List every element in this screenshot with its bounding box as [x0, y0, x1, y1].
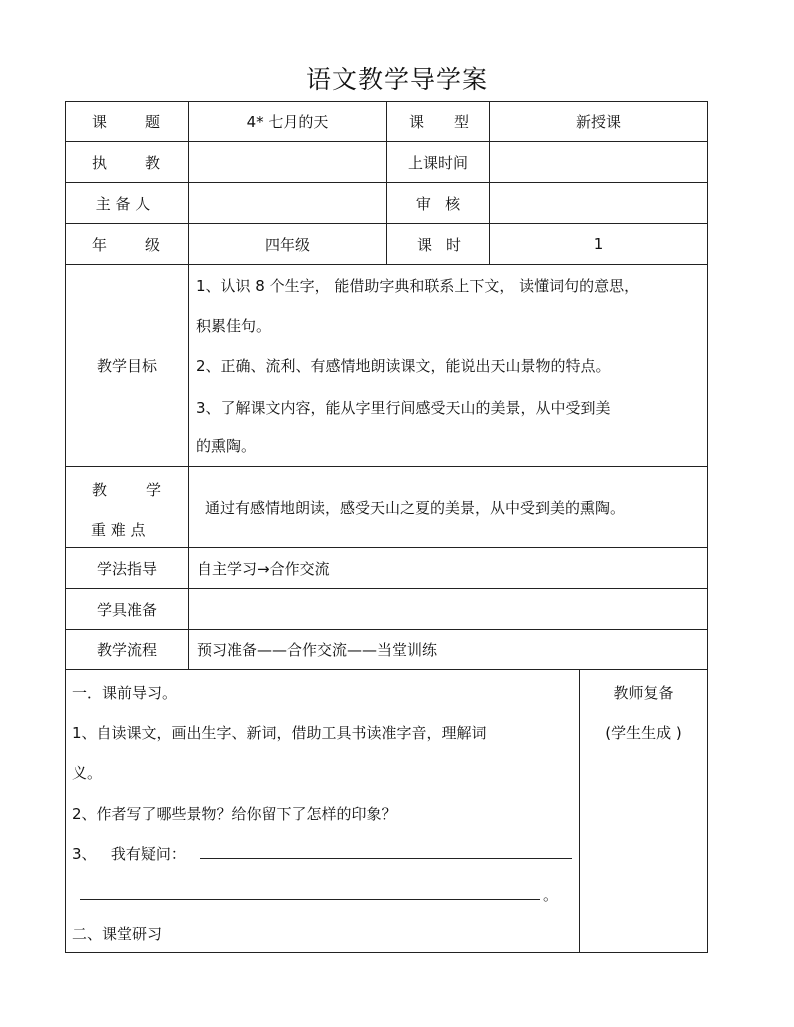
row-key-points [65, 467, 708, 548]
label-flow: 教学流程 [96, 641, 157, 659]
label-text: 教 [144, 153, 160, 172]
goal-line: 1、认识 8 个生字， 能借助字典和联系上下文， 读懂词句的意思， [196, 277, 640, 295]
value-tools [188, 589, 707, 629]
value-class-time [489, 142, 707, 182]
label-topic [66, 102, 188, 141]
value-preparer [188, 183, 386, 223]
line-end-mark: 。 [543, 886, 559, 904]
side-subtitle: (学生生成 ) [605, 724, 682, 742]
row-topic [65, 101, 708, 142]
label-text: 级 [144, 235, 160, 254]
value-teacher [188, 142, 386, 182]
label-text: 执 [92, 153, 108, 172]
row-method [65, 548, 708, 589]
value-topic: 4* 七月的天 [188, 102, 386, 141]
label-text: 时 [445, 235, 461, 254]
side-title: 教师复备 [613, 684, 674, 702]
label-text: 课 [417, 235, 433, 254]
label-method: 学法指导 [96, 559, 157, 578]
label-text: 型 [453, 113, 469, 131]
value-review [489, 183, 707, 223]
row-tools [65, 589, 708, 630]
value-method: 自主学习→合作交流 [188, 548, 707, 588]
lesson-plan-table [65, 101, 708, 953]
label-text: 年 [92, 235, 108, 254]
label-class-time: 上课时间 [386, 142, 489, 182]
question-line: 2、作者写了哪些景物？给你留下了怎样的印象？ [72, 805, 397, 823]
question-line: 义。 [72, 764, 103, 782]
label-type [386, 102, 489, 141]
label-text: 课 [409, 113, 425, 131]
label-text: 课 [92, 113, 108, 131]
answer-line [200, 858, 572, 859]
label-review: 审 核 [386, 183, 489, 223]
label-periods [386, 224, 489, 264]
label-key-points [66, 467, 188, 547]
label-text: 题 [144, 113, 160, 131]
label-goals: 教学目标 [96, 357, 157, 375]
label-grade [66, 224, 188, 264]
row-grade [65, 224, 708, 265]
label-teacher [66, 142, 188, 182]
row-goals [65, 265, 708, 467]
value-goals [188, 265, 707, 466]
label-tools: 学具准备 [96, 600, 157, 619]
value-key-points: 通过有感情地朗读，感受天山之夏的美景，从中受到美的熏陶。 [188, 467, 707, 547]
label-text: 重 难 点 [91, 521, 146, 539]
section-heading: 二、课堂研习 [72, 925, 163, 943]
row-body [65, 670, 708, 953]
goal-line: 的熏陶。 [196, 437, 257, 455]
label-preparer: 主 备 人 [95, 194, 151, 213]
goal-line: 积累佳句。 [196, 317, 272, 335]
goal-line: 3、了解课文内容，能从字里行间感受天山的美景，从中受到美 [196, 399, 611, 417]
row-teacher [65, 142, 708, 183]
question-line: 3、 我有疑问： [72, 845, 186, 863]
row-flow [65, 630, 708, 670]
label-text: 学 [146, 481, 162, 499]
answer-line [80, 899, 540, 900]
body-main [66, 670, 579, 952]
section-heading: 一．课前导习。 [72, 684, 178, 702]
value-periods: 1 [489, 224, 707, 264]
page-title: 语文教学导学案 [305, 65, 488, 94]
label-text: 教 [92, 481, 108, 499]
value-flow: 预习准备——合作交流——当堂训练 [188, 630, 707, 669]
question-line: 1、自读课文，画出生字、新词，借助工具书读准字音，理解词 [72, 724, 487, 742]
value-grade: 四年级 [188, 224, 386, 264]
row-preparer [65, 183, 708, 224]
goal-line: 2、正确、流利、有感情地朗读课文，能说出天山景物的特点。 [196, 357, 611, 375]
body-side [579, 670, 707, 952]
value-type: 新授课 [489, 102, 707, 141]
